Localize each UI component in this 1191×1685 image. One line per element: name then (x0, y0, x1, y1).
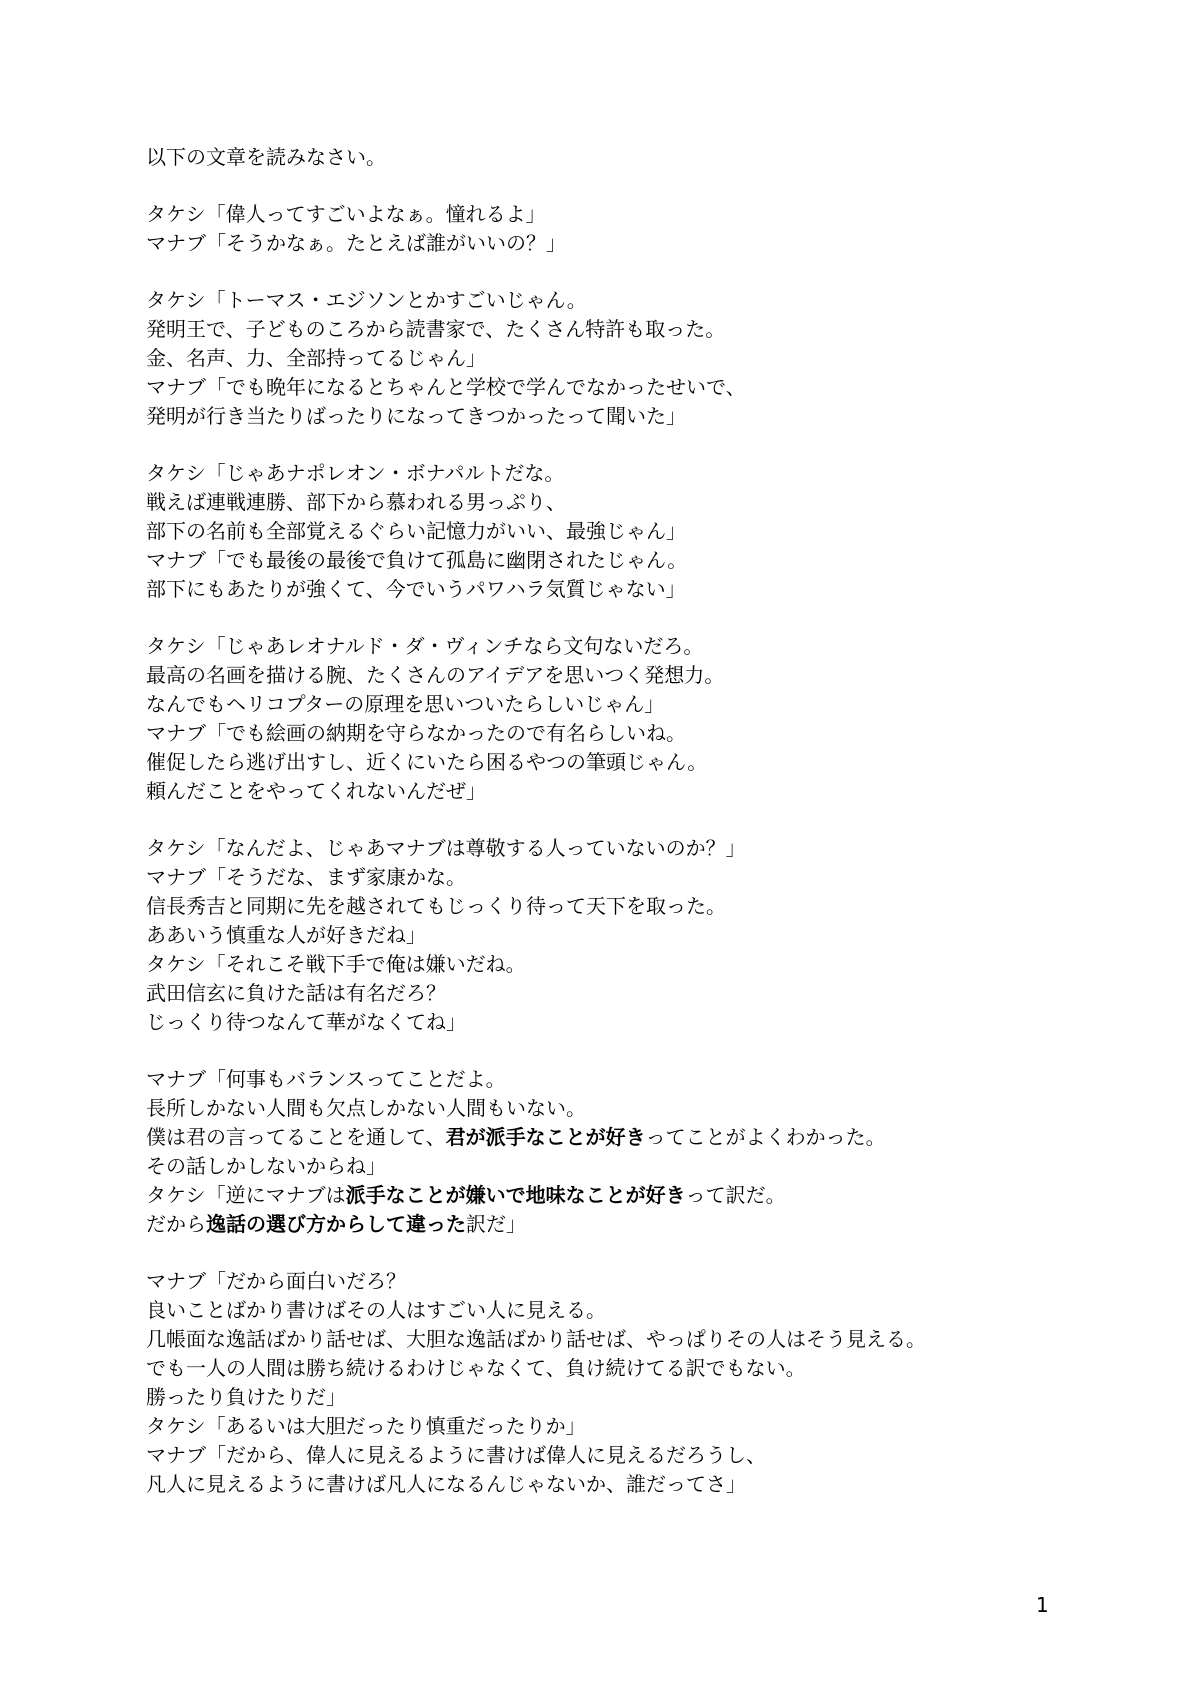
dialogue-line: マナブ「だから、偉人に見えるように書けば偉人に見えるだろうし、 (146, 1443, 766, 1467)
dialogue-line: 凡人に見えるように書けば凡人になるんじゃないか、誰だってさ」 (146, 1472, 746, 1496)
dialogue-line-emphasis (146, 1210, 1146, 1239)
dialogue-line: タケシ「あるいは大胆だったり慎重だったりか」 (146, 1414, 586, 1438)
dialogue-block-1 (146, 200, 1146, 258)
dialogue-line: 戦えば連戦連勝、部下から慕われる男っぷり、 (146, 490, 566, 514)
dialogue-line: マナブ「でも晩年になるとちゃんと学校で学んでなかったせいで、 (146, 375, 746, 399)
dialogue-line: タケシ「じゃあレオナルド・ダ・ヴィンチなら文句ないだろ。 (146, 634, 704, 658)
dialogue-line: タケシ「トーマス・エジソンとかすごいじゃん。 (146, 288, 587, 312)
dialogue-block-7 (146, 1267, 1146, 1499)
intro-text: 以下の文章を読みなさい。 (146, 145, 386, 169)
intro-paragraph (146, 143, 1146, 172)
line-text: ってことがよくわかった。 (645, 1125, 886, 1149)
dialogue-line: 几帳面な逸話ばかり話せば、大胆な逸話ばかり話せば、やっぱりその人はそう見える。 (146, 1327, 926, 1351)
emphasized-text: 逸話の選び方からして違った (206, 1212, 466, 1236)
line-text: 僕は君の言ってることを通して、 (146, 1125, 446, 1149)
dialogue-line: マナブ「何事もバランスってことだよ。 (146, 1067, 506, 1091)
dialogue-line: マナブ「でも絵画の納期を守らなかったので有名らしいね。 (146, 721, 686, 745)
dialogue-line: 勝ったり負けたりだ」 (146, 1385, 346, 1409)
document-body (146, 143, 1146, 1527)
dialogue-line: でも一人の人間は勝ち続けるわけじゃなくて、負け続けてる訳でもない。 (146, 1356, 806, 1380)
dialogue-line: 部下にもあたりが強くて、今でいうパワハラ気質じゃない」 (146, 577, 686, 601)
dialogue-block-4 (146, 632, 1146, 806)
dialogue-line: 発明王で、子どものころから読書家で、たくさん特許も取った。 (146, 317, 726, 341)
dialogue-line: 発明が行き当たりばったりになってきつかったって聞いた」 (146, 404, 686, 428)
dialogue-line: 部下の名前も全部覚えるぐらい記憶力がいい、最強じゃん」 (146, 519, 686, 543)
dialogue-line: 武田信玄に負けた話は有名だろ？ (146, 981, 446, 1005)
page-number: 1 (1036, 1593, 1049, 1617)
dialogue-line: 頼んだことをやってくれないんだぜ」 (146, 779, 486, 803)
emphasized-text: 派手なことが嫌いで地味なことが好き (345, 1183, 686, 1207)
dialogue-line-emphasis (146, 1181, 1146, 1210)
dialogue-block-6 (146, 1065, 1146, 1239)
dialogue-line: 信長秀吉と同期に先を越されてもじっくり待って天下を取った。 (146, 894, 726, 918)
dialogue-line: 最高の名画を描ける腕、たくさんのアイデアを思いつく発想力。 (146, 663, 725, 687)
dialogue-line: 長所しかない人間も欠点しかない人間もいない。 (146, 1096, 586, 1120)
line-text: タケシ「逆にマナブは (146, 1183, 346, 1207)
line-text: だから (146, 1212, 206, 1236)
dialogue-line: タケシ「じゃあナポレオン・ボナパルトだな。 (146, 461, 565, 485)
dialogue-block-5 (146, 834, 1146, 1037)
dialogue-line: マナブ「そうかなぁ。たとえば誰がいいの？」 (146, 231, 566, 255)
dialogue-line: タケシ「それこそ戦下手で俺は嫌いだね。 (146, 952, 526, 976)
dialogue-line: なんでもヘリコプターの原理を思いついたらしいじゃん」 (146, 692, 665, 716)
dialogue-line: タケシ「偉人ってすごいよなぁ。憧れるよ」 (146, 202, 546, 226)
emphasized-text: 君が派手なことが好き (445, 1125, 646, 1149)
dialogue-block-3 (146, 459, 1146, 604)
dialogue-line: 催促したら逃げ出すし、近くにいたら困るやつの筆頭じゃん。 (146, 750, 708, 774)
line-text: 訳だ」 (466, 1212, 526, 1236)
dialogue-line-emphasis (146, 1123, 1146, 1152)
dialogue-line: タケシ「なんだよ、じゃあマナブは尊敬する人っていないのか？」 (146, 836, 746, 860)
dialogue-block-2 (146, 286, 1146, 431)
dialogue-line: マナブ「でも最後の最後で負けて孤島に幽閉されたじゃん。 (146, 548, 688, 572)
dialogue-line: 金、名声、力、全部持ってるじゃん」 (146, 346, 486, 370)
dialogue-line: じっくり待つなんて華がなくてね」 (146, 1010, 466, 1034)
dialogue-line: ああいう慎重な人が好きだね」 (146, 923, 426, 947)
dialogue-line: マナブ「そうだな、まず家康かな。 (146, 865, 466, 889)
dialogue-line: マナブ「だから面白いだろ？ (146, 1269, 406, 1293)
line-text: って訳だ。 (685, 1183, 786, 1207)
dialogue-line: 良いことばかり書けばその人はすごい人に見える。 (146, 1298, 606, 1322)
dialogue-line: その話しかしないからね」 (146, 1154, 386, 1178)
